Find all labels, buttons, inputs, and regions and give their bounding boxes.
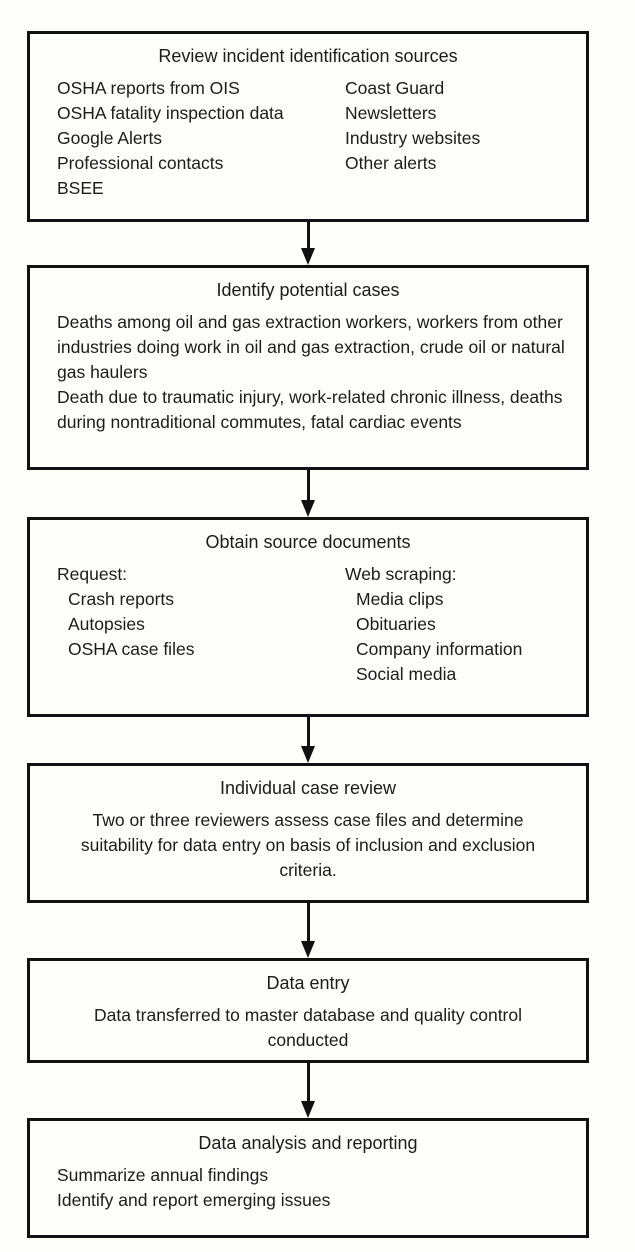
- flow-arrow-down: [27, 1063, 589, 1118]
- web-scraping-list: [345, 562, 570, 687]
- box-title: Data analysis and reporting: [198, 1133, 418, 1153]
- list-item: Google Alerts: [57, 128, 163, 148]
- list-item: Coast Guard: [345, 78, 445, 98]
- flow-arrow-down: [27, 470, 589, 517]
- box-body: [30, 310, 586, 435]
- box-body: [30, 76, 586, 201]
- box-data-entry: [27, 958, 589, 1063]
- box-title: Identify potential cases: [216, 280, 400, 300]
- flowchart: [27, 31, 589, 1238]
- list-item: OSHA reports from OIS: [57, 78, 240, 98]
- arrow-line: [307, 903, 310, 941]
- list-item: Identify and report emerging issues: [57, 1190, 331, 1210]
- box-title: Data entry: [266, 973, 350, 993]
- list-item: Summarize annual findings: [57, 1165, 269, 1185]
- list-item: Social media: [356, 664, 457, 684]
- list-item: Media clips: [356, 589, 444, 609]
- arrow-head-icon: [301, 941, 315, 958]
- box-review-incident-sources: [27, 31, 589, 222]
- flow-arrow-down: [27, 903, 589, 958]
- list-item: Professional contacts: [57, 153, 224, 173]
- arrow-head-icon: [301, 1101, 315, 1118]
- list-item: OSHA fatality inspection data: [57, 103, 284, 123]
- list-item: Company information: [356, 639, 523, 659]
- paragraph: Deaths among oil and gas extraction workers, workers from other industries doing work in oil and gas extraction, crude oil or natural gas haulers: [57, 312, 565, 382]
- box-identify-potential-cases: [27, 265, 589, 470]
- list-heading: Web scraping:: [345, 564, 457, 584]
- flow-arrow-down: [27, 717, 589, 763]
- arrow-line: [307, 1063, 310, 1101]
- paragraph: Death due to traumatic injury, work-related chronic illness, deaths during nontraditional commutes, fatal cardiac events: [57, 387, 563, 432]
- source-list-right: [345, 76, 570, 201]
- request-list: [57, 562, 345, 687]
- arrow-line: [307, 222, 310, 248]
- list-item: Other alerts: [345, 153, 437, 173]
- box-body: Data transferred to master database and quality control conducted: [93, 1005, 522, 1050]
- arrow-head-icon: [301, 500, 315, 517]
- arrow-head-icon: [301, 248, 315, 265]
- list-item: Newsletters: [345, 103, 437, 123]
- flow-arrow-down: [27, 222, 589, 265]
- list-item: OSHA case files: [68, 639, 195, 659]
- arrow-head-icon: [301, 746, 315, 763]
- list-item: Crash reports: [68, 589, 175, 609]
- list-item: BSEE: [57, 178, 104, 198]
- box-title: Review incident identification sources: [158, 46, 458, 66]
- list-item: Industry websites: [345, 128, 481, 148]
- arrow-line: [307, 470, 310, 500]
- source-list-left: [57, 76, 345, 201]
- box-body: [30, 1163, 586, 1213]
- box-title: Individual case review: [219, 778, 397, 798]
- box-body: [30, 562, 586, 687]
- box-body: Two or three reviewers assess case files and determine suitability for data entry on basis of inclusion and exclusion criteria.: [80, 810, 536, 880]
- box-title: Obtain source documents: [205, 532, 411, 552]
- arrow-line: [307, 717, 310, 746]
- box-individual-case-review: [27, 763, 589, 903]
- box-data-analysis-reporting: [27, 1118, 589, 1238]
- box-obtain-source-documents: [27, 517, 589, 717]
- list-heading: Request:: [57, 564, 128, 584]
- list-item: Obituaries: [356, 614, 436, 634]
- list-item: Autopsies: [68, 614, 145, 634]
